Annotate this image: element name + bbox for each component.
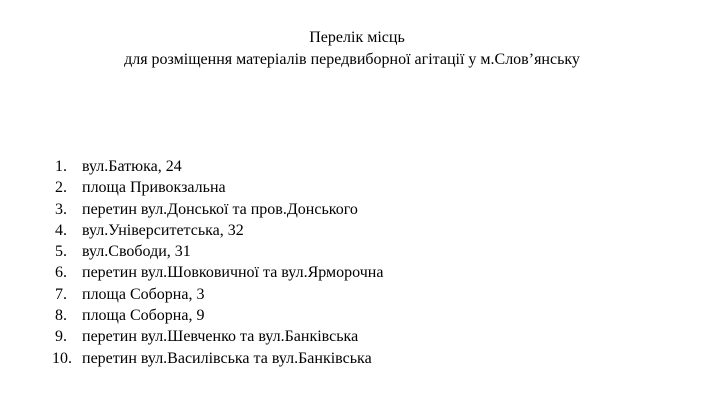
list-item-text: перетин вул.Шевченко та вул.Банківська <box>82 328 359 346</box>
list-item-number: 9. <box>55 328 67 346</box>
list-item-number: 5. <box>55 243 67 261</box>
list-item <box>52 326 383 347</box>
list-item-text: вул.Свободи, 31 <box>82 243 191 261</box>
list-item-number: 8. <box>55 307 67 325</box>
list-item <box>52 348 383 369</box>
list-item-number: 2. <box>55 179 67 197</box>
list-item-number: 6. <box>55 264 67 282</box>
list-item-text: площа Соборна, 9 <box>82 307 205 325</box>
list-item <box>52 177 383 198</box>
list-item <box>52 156 383 177</box>
list-item-text: перетин вул.Донської та пров.Донського <box>82 200 358 218</box>
list-item-number: 3. <box>55 200 67 218</box>
list-item <box>52 220 383 241</box>
list-item-text: вул.Батюка, 24 <box>82 158 182 175</box>
list-item-number: 4. <box>55 221 67 239</box>
list-item <box>52 262 383 283</box>
document-title: Перелік місць <box>309 29 405 46</box>
list-item-number: 7. <box>55 285 67 303</box>
places-list <box>52 156 383 369</box>
list-item-text: вул.Університетська, 32 <box>82 221 244 239</box>
list-item <box>52 305 383 326</box>
list-item-text: перетин вул.Шовковичної та вул.Ярморочна <box>82 264 384 282</box>
list-item <box>52 284 383 305</box>
list-item-text: площа Привокзальна <box>82 179 226 197</box>
list-item-number: 1. <box>55 158 67 175</box>
list-item-number: 10. <box>52 349 72 367</box>
list-item-text: перетин вул.Василівська та вул.Банківська <box>82 349 372 367</box>
document-subtitle: для розміщення матеріалів передвиборної агітації у м.Слов’янську <box>124 51 580 68</box>
list-item <box>52 241 383 262</box>
document-header <box>0 27 704 71</box>
list-item-text: площа Соборна, 3 <box>82 285 205 303</box>
list-item <box>52 199 383 220</box>
